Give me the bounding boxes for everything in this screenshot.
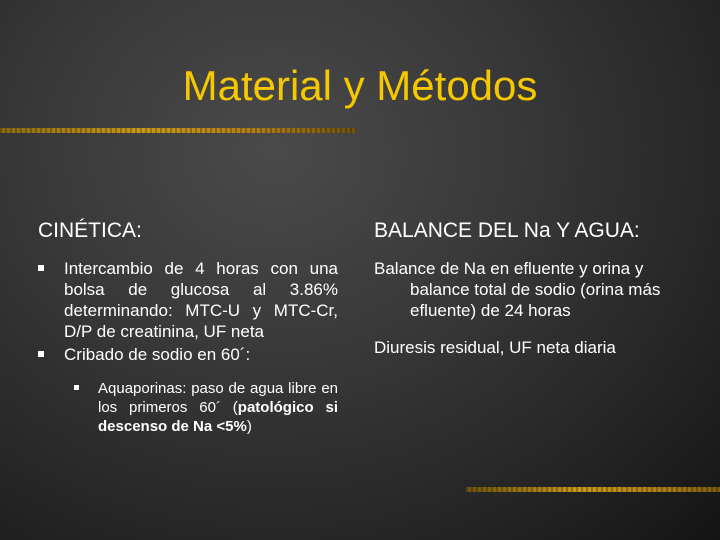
- sub-list-item: [74, 379, 338, 436]
- slide-title: Material y Métodos: [182, 62, 538, 109]
- sub-item-text-end: ): [246, 418, 252, 435]
- bottom-divider: [466, 487, 720, 492]
- list-item: [38, 344, 338, 365]
- square-bullet-icon: [38, 351, 44, 357]
- right-column: [374, 218, 704, 358]
- list-item-text: Intercambio de 4 horas con una bolsa de glucosa al 3.86% determinando: MTC-U y MTC-Cr, D/P de creatinina, UF neta: [64, 259, 338, 341]
- list-item-text: Cribado de sodio en 60´:: [64, 345, 251, 364]
- right-heading: BALANCE DEL Na Y AGUA:: [374, 219, 640, 242]
- left-column: [38, 218, 338, 436]
- left-heading: CINÉTICA:: [38, 219, 142, 242]
- right-paragraph: Balance de Na en efluente y orina y balance total de sodio (orina más efluente) de 24 horas: [374, 259, 661, 320]
- sub-item-bold-text: patológico si descenso de Na <5%: [98, 399, 338, 435]
- square-bullet-icon: [38, 265, 44, 271]
- right-paragraph: Diuresis residual, UF neta diaria: [374, 338, 616, 357]
- title-divider: [0, 128, 356, 133]
- list-item: [38, 258, 338, 342]
- square-bullet-icon: [74, 385, 79, 390]
- sub-item-text: Aquaporinas: paso de agua libre en los primeros 60´ (: [98, 380, 338, 416]
